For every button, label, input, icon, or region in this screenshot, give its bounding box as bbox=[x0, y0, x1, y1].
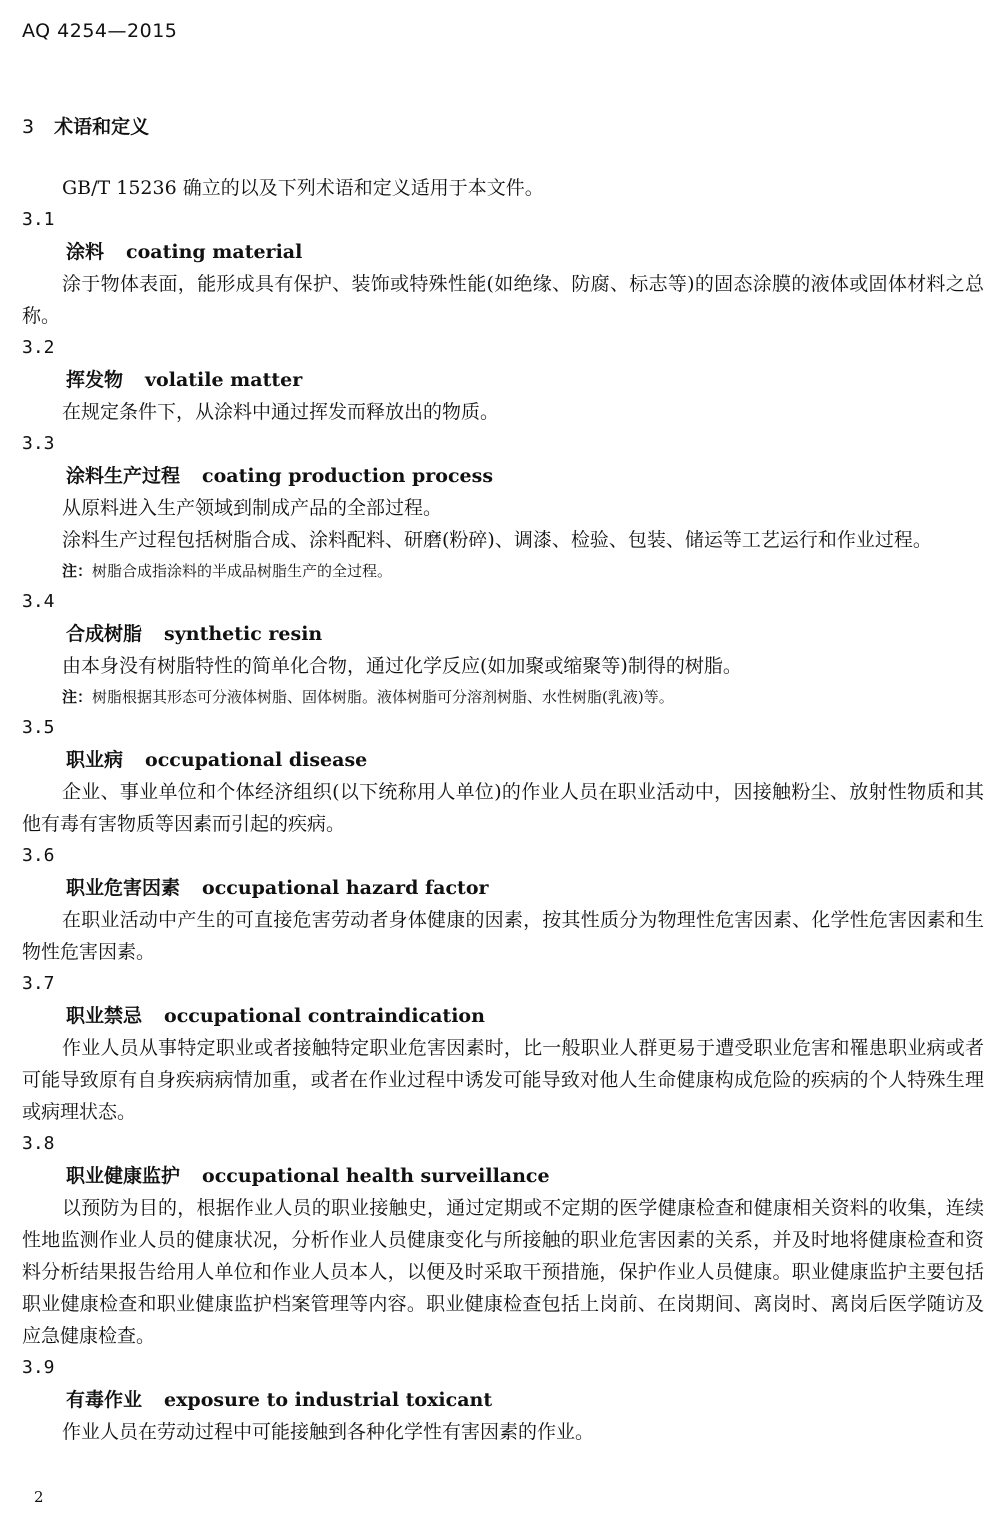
term-chinese: 有毒作业 bbox=[66, 1389, 143, 1411]
term-chinese: 职业危害因素 bbox=[66, 877, 181, 899]
term-number: 3.7 bbox=[22, 973, 55, 994]
term-entry bbox=[22, 1352, 984, 1448]
term-note bbox=[22, 682, 984, 712]
term-heading bbox=[22, 618, 984, 650]
term-chinese: 合成树脂 bbox=[66, 623, 143, 645]
term-number: 3.2 bbox=[22, 337, 55, 358]
term-number: 3.8 bbox=[22, 1133, 55, 1154]
definition-paragraph: 在规定条件下，从涂料中通过挥发而释放出的物质。 bbox=[62, 401, 500, 423]
term-english: synthetic resin bbox=[164, 623, 323, 645]
definition-paragraph: 在职业活动中产生的可直接危害劳动者身体健康的因素，按其性质分为物理性危害因素、化学性危害因素和生物性危害因素。 bbox=[22, 909, 984, 963]
term-heading bbox=[22, 872, 984, 904]
terms-list bbox=[22, 204, 984, 1448]
note-text: 树脂合成指涂料的半成品树脂生产的全过程。 bbox=[92, 562, 393, 580]
term-heading bbox=[22, 744, 984, 776]
definitions-body bbox=[22, 172, 984, 1448]
term-number: 3.6 bbox=[22, 845, 55, 866]
term-english: occupational hazard factor bbox=[202, 877, 489, 899]
term-entry bbox=[22, 1128, 984, 1352]
term-english: coating material bbox=[126, 241, 303, 263]
definition-paragraph: 企业、事业单位和个体经济组织(以下统称用人单位)的作业人员在职业活动中，因接触粉尘、放射性物质和其他有毒有害物质等因素而引起的疾病。 bbox=[22, 781, 984, 835]
term-chinese: 涂料 bbox=[66, 241, 105, 263]
term-entry bbox=[22, 712, 984, 840]
term-heading bbox=[22, 1384, 984, 1416]
term-heading bbox=[22, 460, 984, 492]
section-heading bbox=[22, 112, 149, 139]
term-number: 3.1 bbox=[22, 209, 55, 230]
term-chinese: 职业病 bbox=[66, 749, 124, 771]
note-text: 树脂根据其形态可分液体树脂、固体树脂。液体树脂可分溶剂树脂、水性树脂(乳液)等。 bbox=[92, 688, 674, 706]
section-number: 3 bbox=[22, 116, 35, 138]
term-heading bbox=[22, 1000, 984, 1032]
term-entry bbox=[22, 204, 984, 332]
term-entry bbox=[22, 840, 984, 968]
term-chinese: 涂料生产过程 bbox=[66, 465, 181, 487]
intro-paragraph: GB/T 15236 确立的以及下列术语和定义适用于本文件。 bbox=[62, 177, 544, 199]
page-number: 2 bbox=[34, 1488, 44, 1506]
term-number: 3.9 bbox=[22, 1357, 55, 1378]
term-number: 3.4 bbox=[22, 591, 55, 612]
term-heading bbox=[22, 364, 984, 396]
definition-paragraph: 作业人员在劳动过程中可能接触到各种化学性有害因素的作业。 bbox=[62, 1421, 595, 1443]
term-entry bbox=[22, 586, 984, 712]
term-heading bbox=[22, 236, 984, 268]
definition-paragraph: 作业人员从事特定职业或者接触特定职业危害因素时，比一般职业人群更易于遭受职业危害和罹患职业病或者可能导致原有自身疾病病情加重，或者在作业过程中诱发可能导致对他人生命健康构成危险的疾病的个人特殊生理或病理状态。 bbox=[22, 1037, 984, 1123]
definition-paragraph: 由本身没有树脂特性的简单化合物，通过化学反应(如加聚或缩聚等)制得的树脂。 bbox=[62, 655, 742, 677]
term-entry bbox=[22, 428, 984, 586]
term-chinese: 职业禁忌 bbox=[66, 1005, 143, 1027]
term-english: coating production process bbox=[202, 465, 494, 487]
note-label: 注： bbox=[62, 688, 93, 706]
term-chinese: 职业健康监护 bbox=[66, 1165, 181, 1187]
note-label: 注： bbox=[62, 562, 93, 580]
term-number: 3.5 bbox=[22, 717, 55, 738]
term-entry bbox=[22, 332, 984, 428]
term-english: volatile matter bbox=[145, 369, 303, 391]
term-heading bbox=[22, 1160, 984, 1192]
term-english: occupational contraindication bbox=[164, 1005, 485, 1027]
term-english: occupational disease bbox=[145, 749, 368, 771]
term-english: exposure to industrial toxicant bbox=[164, 1389, 493, 1411]
definition-paragraph: 从原料进入生产领域到制成产品的全部过程。 bbox=[62, 497, 443, 519]
definition-paragraph: 涂料生产过程包括树脂合成、涂料配料、研磨(粉碎)、调漆、检验、包装、储运等工艺运行和作业过程。 bbox=[62, 529, 932, 551]
term-chinese: 挥发物 bbox=[66, 369, 124, 391]
document-code: AQ 4254—2015 bbox=[22, 20, 178, 42]
term-english: occupational health surveillance bbox=[202, 1165, 550, 1187]
term-entry bbox=[22, 968, 984, 1128]
term-note bbox=[22, 556, 984, 586]
section-title: 术语和定义 bbox=[54, 116, 150, 138]
definition-paragraph: 涂于物体表面，能形成具有保护、装饰或特殊性能(如绝缘、防腐、标志等)的固态涂膜的液体或固体材料之总称。 bbox=[22, 273, 984, 327]
definition-paragraph: 以预防为目的，根据作业人员的职业接触史，通过定期或不定期的医学健康检查和健康相关资料的收集，连续性地监测作业人员的健康状况，分析作业人员健康变化与所接触的职业危害因素的关系，并及时地将健康检查和资料分析结果报告给用人单位和作业人员本人，以便及时采取干预措施，保护作业人员健康。职业健康监护主要包括职业健康检查和职业健康监护档案管理等内容。职业健康检查包括上岗前、在岗期间、离岗时、离岗后医学随访及应急健康检查。 bbox=[22, 1197, 984, 1347]
term-number: 3.3 bbox=[22, 433, 55, 454]
